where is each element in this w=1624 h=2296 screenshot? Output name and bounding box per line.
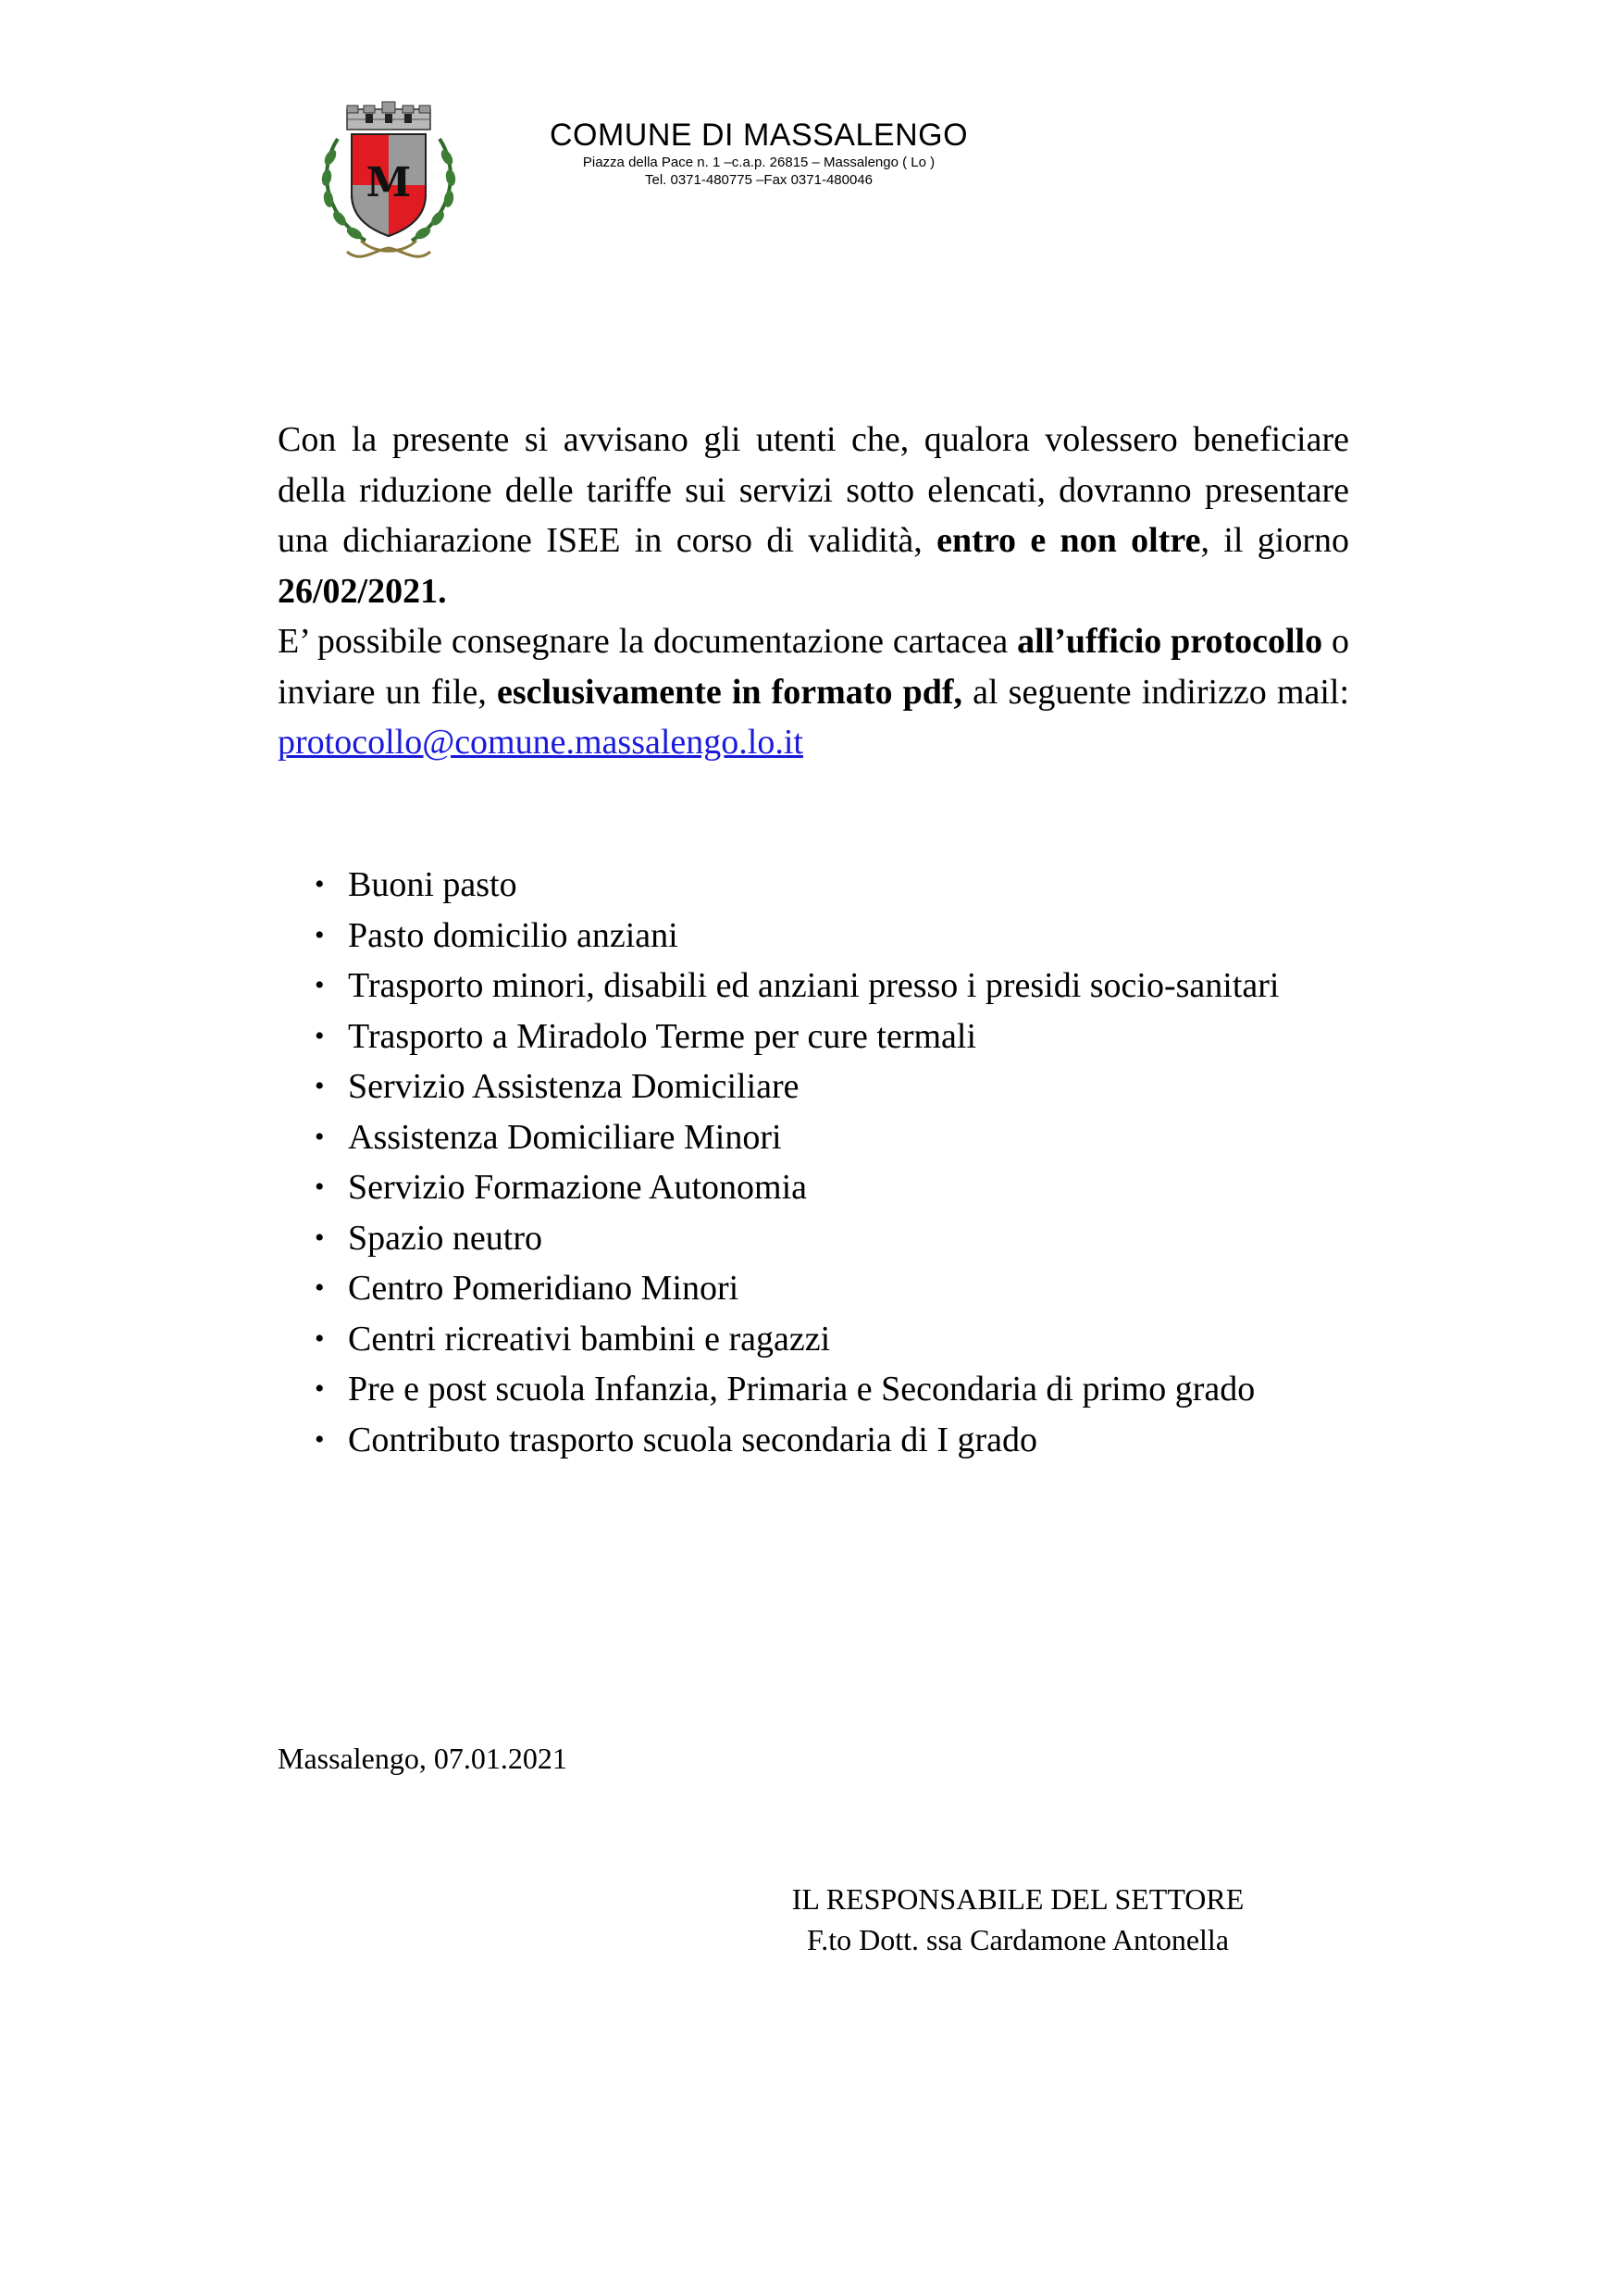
bullet-icon: •: [315, 1322, 325, 1354]
bullet-icon: •: [315, 869, 325, 900]
service-label: Centri ricreativi bambini e ragazzi: [348, 1319, 831, 1359]
notice-paragraph-submission: E’ possibile consegnare la documentazione cartacea all’ufficio protocollo o inviare un file, esclusivamente in formato pdf, al seguente indirizzo mail: protocollo@comune.massalengo.lo.it: [278, 622, 1349, 762]
signer-name: F.to Dott. ssa Cardamone Antonella: [806, 1923, 1230, 1956]
email-link[interactable]: protocollo@comune.massalengo.lo.it: [278, 723, 803, 762]
municipal-crest-logo: [310, 93, 467, 268]
ribbon-icon: [347, 241, 430, 256]
service-label: Centro Pomeridiano Minori: [348, 1269, 739, 1308]
bullet-icon: •: [315, 1373, 325, 1404]
bullet-icon: •: [315, 1222, 325, 1253]
service-list-item: [315, 1263, 1349, 1314]
bullet-icon: •: [315, 1423, 325, 1455]
service-label: Servizio Assistenza Domiciliare: [348, 1067, 800, 1106]
service-label: Spazio neutro: [348, 1218, 543, 1258]
deadline-emphasis: entro e non oltre: [936, 521, 1201, 560]
signer-role: IL RESPONSABILE DEL SETTORE: [791, 1882, 1245, 1916]
municipality-address: Piazza della Pace n. 1 –c.a.p. 26815 – Massalengo ( Lo ): [582, 155, 936, 170]
service-list-item: [315, 1213, 1349, 1264]
bullet-icon: •: [315, 970, 325, 1000]
notice-body: [278, 415, 1349, 768]
service-list-item: [315, 1011, 1349, 1062]
service-label: Pre e post scuola Infanzia, Primaria e Secondaria di primo grado: [348, 1370, 1256, 1409]
notice-paragraph-deadline: Con la presente si avvisano gli utenti che, qualora volessero beneficiare della riduzione delle tariffe sui servizi sotto elencati, dovranno presentare una dichiarazione ISEE in corso di validità, entro e non oltre, il giorno 26/02/2021.: [278, 420, 1349, 611]
deadline-date: 26/02/2021.: [278, 571, 447, 611]
crest-initial: M: [366, 159, 412, 206]
service-label: Contributo trasporto scuola secondaria di I grado: [348, 1420, 1038, 1459]
service-list-item: [315, 860, 1349, 911]
format-emphasis: esclusivamente in formato pdf,: [496, 672, 963, 712]
service-label: Servizio Formazione Autonomia: [348, 1168, 808, 1207]
service-label: Assistenza Domiciliare Minori: [348, 1117, 782, 1157]
service-list-item: [315, 1162, 1349, 1213]
service-list-item: [315, 961, 1349, 1011]
service-label: Trasporto minori, disabili ed anziani presso i presidi socio-sanitari: [348, 966, 1280, 1005]
office-emphasis: all’ufficio protocollo: [1017, 622, 1323, 661]
services-list: [315, 860, 1349, 1465]
document-date: Massalengo, 07.01.2021: [278, 1742, 567, 1775]
bullet-icon: •: [315, 919, 325, 950]
service-label: Pasto domicilio anziani: [348, 915, 678, 955]
bullet-icon: •: [315, 1121, 325, 1152]
service-label: Trasporto a Miradolo Terme per cure termali: [348, 1016, 977, 1056]
shield-icon: [352, 134, 426, 236]
signature-block: [722, 1879, 1314, 1960]
municipality-phone: Tel. 0371-480775 –Fax 0371-480046: [644, 172, 874, 188]
bullet-icon: •: [315, 1020, 325, 1051]
service-list-item: [315, 1364, 1349, 1415]
service-list-item: [315, 1314, 1349, 1365]
crown-icon: [347, 102, 430, 130]
bullet-icon: •: [315, 1172, 325, 1202]
service-list-item: [315, 1112, 1349, 1163]
bullet-icon: •: [315, 1071, 325, 1101]
service-label: Buoni pasto: [348, 865, 517, 904]
municipality-name: COMUNE DI MASSALENGO: [549, 118, 969, 153]
bullet-icon: •: [315, 1272, 325, 1303]
letterhead: [518, 117, 999, 189]
service-list-item: [315, 911, 1349, 962]
service-list-item: [315, 1415, 1349, 1466]
service-list-item: [315, 1061, 1349, 1112]
